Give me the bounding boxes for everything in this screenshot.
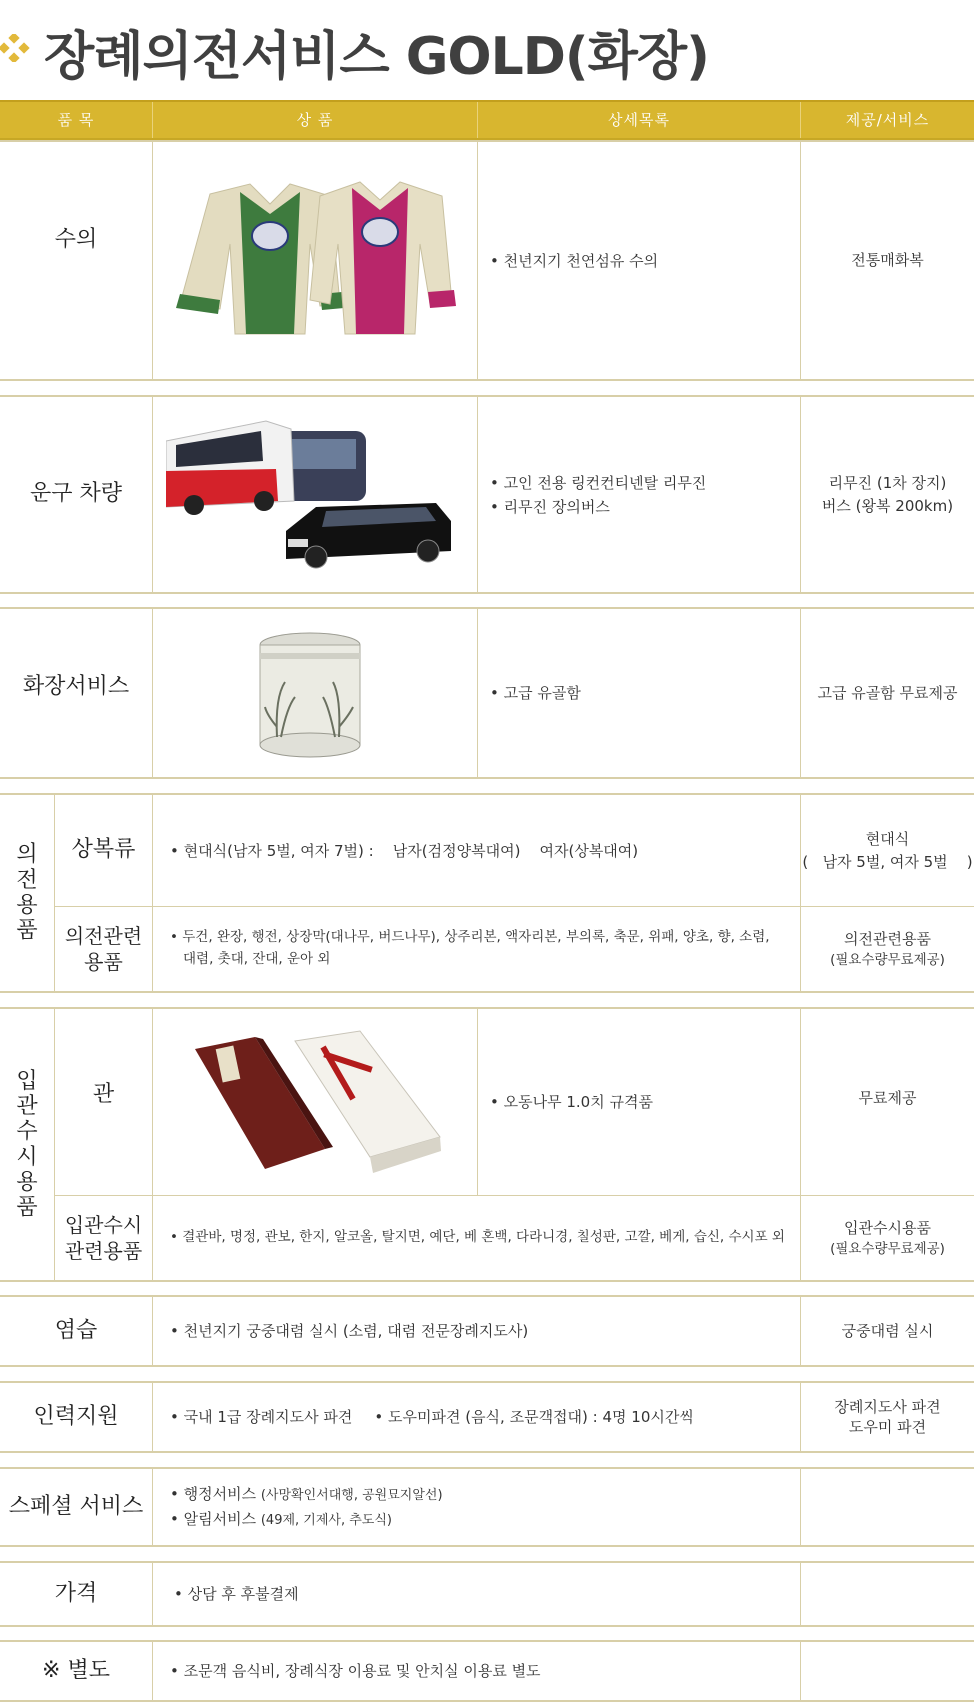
row-staff [0, 1381, 974, 1453]
row-cremation [0, 607, 974, 779]
provide-cell [801, 1383, 974, 1451]
detail-list [170, 1297, 790, 1365]
detail-item: • 천년지기 천연섬유 수의 [490, 249, 790, 273]
vehicles-image [166, 411, 466, 581]
detail-item: • 두건, 완장, 행전, 상장막(대나무, 버드나무), 상주리본, 액자리본, 부의록, 축문, 위패, 양초, 향, 소렴, [170, 927, 790, 949]
provide-cell [801, 1297, 974, 1365]
provide-line: (필요수량무료제공) [830, 952, 945, 969]
provide-line: 장례지도사 파견 [834, 1397, 941, 1416]
provide-cell [801, 1196, 974, 1280]
detail-list [174, 1563, 790, 1625]
detail-note: (사망확인서대행, 공원묘지알선) [260, 1488, 443, 1504]
group-label-uijeon [0, 795, 54, 991]
detail-item: • 도우미파견 (음식, 조문객접대) : 4명 10시간씩 [374, 1405, 693, 1429]
item-label-line: 관련용품 [64, 1239, 143, 1263]
detail-item: • 현대식(남자 5벌, 여자 7벌) : 남자(검정양복대여) 여자(상복대여) [170, 839, 790, 863]
detail-list [170, 1196, 790, 1280]
detail-item: • 오동나무 1.0치 규격품 [490, 1090, 790, 1114]
row-extra [0, 1640, 974, 1702]
header-product: 상 품 [296, 111, 334, 129]
provide-text: 무료제공 [858, 1089, 917, 1107]
provide-text: 궁중대렴 실시 [841, 1321, 934, 1340]
provide-cell [801, 1009, 974, 1195]
provide-line: (필요수량무료제공) [830, 1241, 945, 1258]
diamond-mark-icon [0, 34, 30, 62]
provide-line: 버스 (왕복 200km) [821, 496, 954, 515]
detail-list [490, 397, 790, 592]
title-bar [0, 0, 974, 100]
item-label: 스페셜 서비스 [8, 1493, 144, 1519]
item-label: 가격 [54, 1580, 98, 1606]
item-label-line: 용품 [84, 950, 123, 974]
detail-main: 알림서비스 [183, 1510, 257, 1528]
detail-main: 행정서비스 [183, 1485, 257, 1504]
item-label: 상복류 [71, 837, 136, 863]
provide-text: 고급 유골함 무료제공 [817, 683, 958, 702]
detail-list [170, 1383, 790, 1451]
detail-list [170, 795, 790, 906]
detail-list [490, 1009, 790, 1195]
provide-cell [801, 142, 974, 379]
provide-cell [801, 609, 974, 777]
detail-item: • 고급 유골함 [490, 681, 790, 705]
detail-list [490, 142, 790, 379]
item-label-line: 의전관련 [64, 924, 143, 948]
provide-text: 전통매화복 [851, 251, 924, 270]
detail-list [170, 1642, 790, 1700]
item-label: 인력지원 [33, 1403, 119, 1429]
urn-image [255, 627, 365, 762]
row-vehicle [0, 395, 974, 594]
item-label-line: 입관수시 [64, 1213, 143, 1237]
provide-line: 도우미 파견 [848, 1418, 927, 1436]
row-suui [0, 140, 974, 381]
row-group-uijeon [0, 793, 974, 993]
item-label: 수의 [54, 227, 98, 253]
row-group-ipgwan [0, 1007, 974, 1282]
table-header [0, 100, 974, 140]
detail-item [170, 1482, 790, 1507]
detail-item-cont: 대렴, 촛대, 잔대, 운아 외 [183, 951, 331, 967]
detail-item: • 상담 후 후불결제 [174, 1582, 790, 1606]
item-label: 화장서비스 [22, 673, 130, 699]
provide-line: 현대식 [865, 830, 910, 848]
provide-line: 리무진 (1차 장지) [828, 474, 947, 492]
detail-item: • 결관바, 명정, 관보, 한지, 알코올, 탈지면, 예단, 베 혼백, 다라니경, 칠성판, 고깔, 베게, 습신, 수시포 외 [170, 1227, 790, 1249]
detail-list [490, 609, 790, 777]
detail-item: • 고인 전용 링컨컨티넨탈 리무진 [490, 471, 790, 495]
detail-item: • 천년지기 궁중대렴 실시 (소렴, 대렴 전문장례지도사) [170, 1319, 790, 1343]
row-special [0, 1467, 974, 1547]
row-yeomseup [0, 1295, 974, 1367]
detail-list [170, 1469, 790, 1545]
provide-cell [801, 795, 974, 906]
group-label-text: 의 전 용 품 [16, 842, 38, 944]
group-label-text: 입 관 수 시 용 품 [16, 1068, 38, 1221]
item-label: ※ 별도 [42, 1657, 110, 1683]
detail-item [170, 1507, 790, 1532]
detail-item: • 국내 1급 장례지도사 파견 [170, 1405, 352, 1429]
item-label [55, 907, 152, 991]
provide-line: ( 남자 5벌, 여자 5벌 ) [802, 852, 973, 871]
header-service: 제공/서비스 [845, 111, 930, 129]
coffins-image [195, 1029, 445, 1179]
item-label: 염습 [54, 1317, 98, 1343]
provide-cell [801, 907, 974, 991]
provide-line: 입관수시용품 [844, 1218, 931, 1237]
header-item: 품 목 [57, 111, 95, 129]
detail-note: (49제, 기제사, 추도식) [260, 1513, 392, 1528]
shroud-robes-image [170, 174, 460, 342]
page-title: 장례의전서비스 GOLD(화장) [44, 27, 709, 87]
group-label-ipgwan [0, 1009, 54, 1280]
detail-list [170, 907, 790, 991]
row-price [0, 1561, 974, 1627]
provide-cell [801, 397, 974, 592]
item-label [55, 1196, 152, 1280]
detail-item: • 조문객 음식비, 장례식장 이용료 및 안치실 이용료 별도 [170, 1659, 790, 1683]
detail-item: • 리무진 장의버스 [490, 495, 790, 519]
provide-line: 의전관련용품 [844, 929, 931, 948]
item-label: 관 [92, 1082, 115, 1107]
item-label: 운구 차량 [29, 481, 122, 507]
header-detail: 상세목록 [608, 111, 670, 129]
